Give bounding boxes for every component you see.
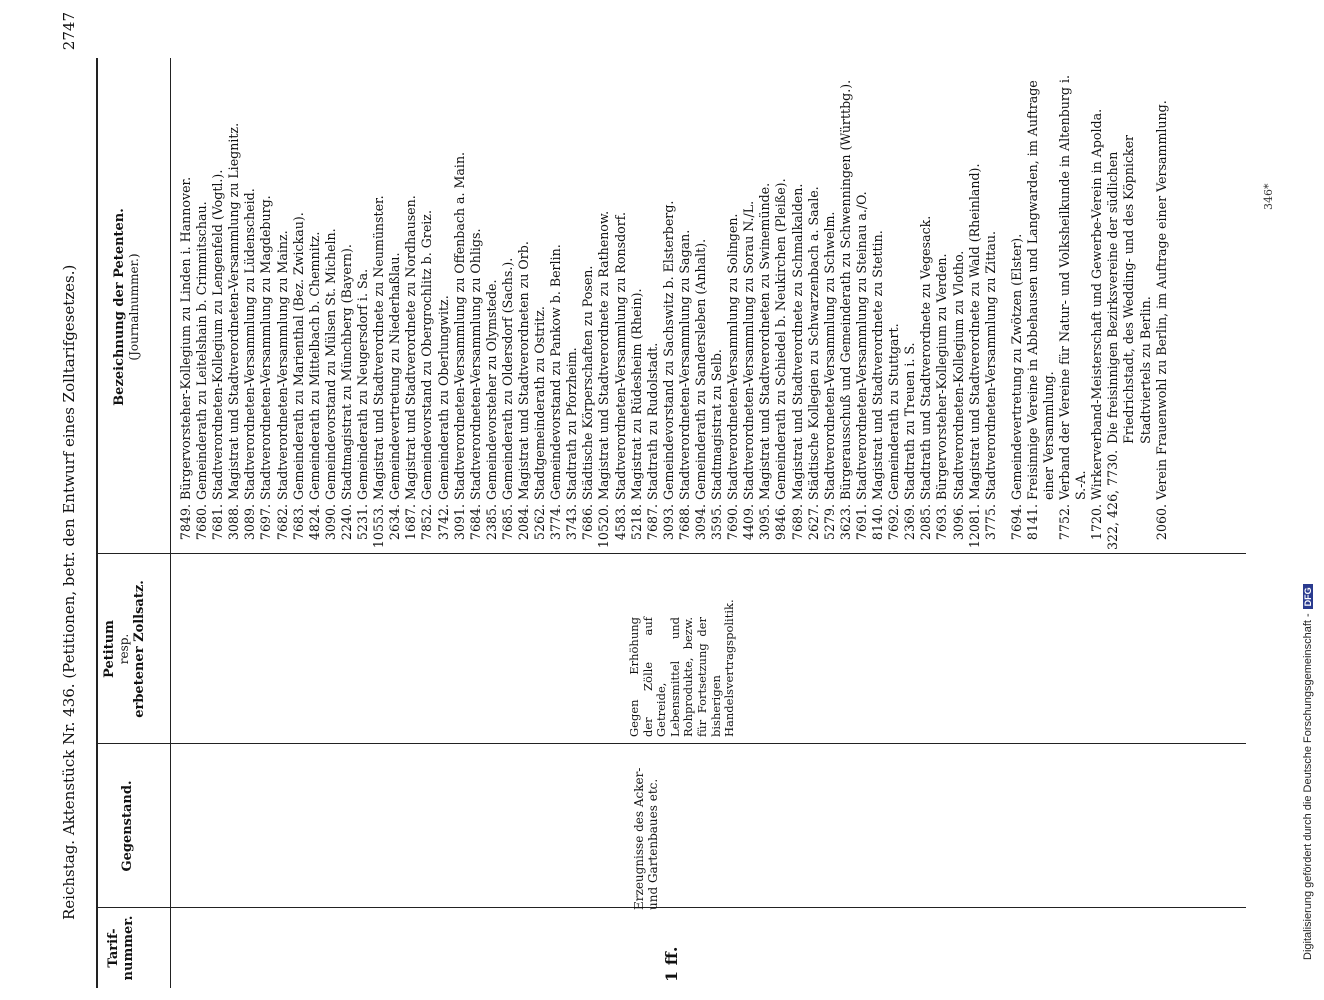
petitioner-name: Gemeindevorstand zu Obergrochlitz b. Greiz. (419, 210, 435, 500)
petitioner-entry (613, 60, 629, 550)
petitioner-name: Stadtverordneten-Versammlung zu Zittau. (982, 231, 998, 500)
petitioner-name: Gemeinderath zu Marienthal (Bez. Zwickau). (290, 212, 306, 500)
petitioner-name: Stadtverordneten-Versammlung zu Schwelm. (821, 211, 837, 500)
petitioner-name: Stadtverordneten-Versammlung zu Solingen. (725, 213, 741, 500)
petitioner-name: Verein Frauenwohl zu Berlin, im Auftrage einer Versammlung. (1153, 100, 1169, 500)
journal-number: 3096. (950, 504, 966, 541)
petitioner-name: Freisinnige Vereine in Abbehausen und Langwarden, im Auftrage einer Versammlung. (1024, 80, 1056, 500)
petitioner-entry (806, 60, 822, 550)
petitioner-name: Gemeindevorstand zu Pankow b. Berlin. (548, 244, 564, 500)
petitioner-name: Stadtrath zu Pforzheim. (564, 347, 580, 500)
petitioner-name: Stadtmagistrat zu Selb. (709, 349, 725, 500)
journal-number: 4824. (306, 504, 322, 541)
petitioner-entry (564, 60, 580, 550)
header-petitioners-sub: (Journalnummer.) (127, 253, 141, 361)
petitioner-name: Magistrat und Stadtverordnete zu Wald (Rheinland). (966, 163, 982, 500)
column-rule-3 (96, 553, 1246, 554)
petitioner-name: Verband der Vereine für Natur- und Volksheilkunde in Altenburg i. S.-A. (1057, 74, 1089, 500)
journal-number: 9846. (773, 504, 789, 541)
header-petitum-line3: erbetener Zollsatz. (132, 580, 147, 718)
petitioner-entry (822, 60, 838, 550)
journal-number: 3775. (982, 504, 998, 541)
header-subject-label: Gegenstand. (120, 780, 135, 872)
petitioner-name: Gemeinderath zu Neugersdorf i. Sa. (355, 268, 371, 500)
petitioner-name: Magistrat und Stadtverordneten-Versammlung zu Liegnitz. (226, 122, 242, 500)
journal-number: 7683. (290, 504, 306, 541)
column-rule-2 (96, 743, 1246, 744)
petitioner-entry (757, 60, 773, 550)
petitioner-entry (934, 60, 950, 550)
petitioner-entry (1057, 60, 1089, 550)
petitioner-name: Stadtverordneten-Versammlung zu Magdeburg. (258, 195, 274, 500)
header-petitum-line2: resp. (117, 633, 131, 665)
petitioner-entry (194, 60, 210, 550)
petitioner-entry (436, 60, 452, 550)
journal-number: 2627. (805, 504, 821, 541)
journal-number: 1687. (403, 504, 419, 541)
petitioner-entry (967, 60, 983, 550)
petitioner-entry (355, 60, 371, 550)
petitioner-entry (548, 60, 564, 550)
petitioner-list (178, 60, 1170, 550)
header-bottom-rule (170, 58, 171, 988)
header-petitioners-label: Bezeichnung der Petenten. (112, 208, 127, 406)
petitioner-name: Stadtverordneten-Versammlung zu Sorau N./L. (741, 200, 757, 500)
petitioner-name: Stadtgemeinderath zu Ostritz. (532, 306, 548, 500)
header-tariff (106, 910, 136, 986)
digitization-note (1302, 584, 1314, 960)
journal-number: 10553. (371, 504, 387, 549)
journal-number: 12081. (966, 504, 982, 549)
petitioner-entry (242, 60, 258, 550)
journal-number: 7681. (210, 504, 226, 541)
petitioner-entry (452, 60, 468, 550)
journal-number: 3094. (693, 504, 708, 541)
petitioner-entry (275, 60, 291, 550)
journal-number: 3091. (451, 504, 467, 541)
journal-number: 7684. (467, 504, 483, 541)
journal-number: 5218. (628, 504, 644, 541)
journal-number: 2634. (387, 504, 403, 541)
petitioner-name: Bürgerausschuß und Gemeinderath zu Schwenningen (Württbg.). (837, 79, 853, 500)
petitioner-name: Stadtverordneten-Versammlung zu Steinau a./O. (853, 191, 869, 500)
petitioner-name: Gemeinderath zu Sandersleben (Anhalt). (693, 238, 708, 500)
journal-number: 3089. (242, 504, 258, 541)
petitioner-name: Gemeinderath zu Stuttgart. (886, 323, 902, 500)
petitioner-entry (1154, 60, 1170, 550)
petitioner-name: Gemeindevertretung zu Zwötzen (Elster). (1008, 233, 1024, 500)
petitioner-entry (677, 60, 693, 550)
journal-number: 7694. (1008, 504, 1024, 541)
journal-number: 2060. (1153, 504, 1169, 541)
journal-number: 3088. (226, 504, 242, 541)
petitioner-name: Magistrat zu Rüdesheim (Rhein). (628, 288, 644, 500)
petitioner-entry (307, 60, 323, 550)
journal-number: 3595. (709, 504, 725, 541)
petitioner-entry (870, 60, 886, 550)
petitioner-entry (403, 60, 419, 550)
journal-number: 2085. (918, 504, 934, 541)
petitioner-name: Gemeindevorsteher zu Olymstede. (483, 279, 499, 500)
petitioner-name: Stadtverordneten-Versammlung zu Ronsdorf. (612, 212, 628, 500)
subject-text: Erzeugnisse des Acker- und Gartenbaues etc. (632, 767, 660, 910)
journal-number: 2369. (902, 504, 918, 541)
petitioner-entry (291, 60, 307, 550)
journal-number: 7687. (644, 504, 660, 541)
petitioner-entry (983, 60, 999, 550)
petitioner-entry (645, 60, 661, 550)
tariff-number: 1 ff. (662, 946, 681, 982)
journal-number: 3743. (564, 504, 580, 541)
petitioner-name: Stadtrath zu Rudolstadt. (644, 342, 660, 500)
petitum-text: Gegen Erhöhung der Zölle auf Getreide, Lebensmittel und Rohprodukte, bezw. für Fortsetzung der bisherigen Handelsvertragspolitik. (627, 599, 737, 737)
petitioner-name: Magistrat und Stadtverordnete zu Schmalkalden. (789, 183, 805, 500)
running-header: Reichstag. Aktenstück Nr. 436. (Petitionen, betr. den Entwurf eines Zolltarifgesetzes.) (60, 264, 78, 920)
petitioner-entry (773, 60, 789, 550)
petitioner-entry (741, 60, 757, 550)
petitioner-name: Städtische Körperschaften zu Posen. (580, 265, 596, 500)
journal-number: 7849. (178, 504, 193, 541)
journal-number: 322, 426, 7730. (1105, 449, 1121, 550)
petitioner-name: Gemeindevertretung zu Niederhaßlau. (387, 252, 403, 500)
petitioner-entry (709, 60, 725, 550)
petitioner-name: Magistrat und Stadtverordnete zu Nordhausen. (403, 195, 419, 500)
petitioner-entry (693, 60, 709, 550)
journal-number: 7693. (934, 504, 950, 541)
journal-number: 7852. (419, 504, 435, 541)
petitioner-name: Stadtrath und Stadtverordnete zu Vegesack. (918, 215, 934, 500)
journal-number: 3093. (660, 504, 676, 541)
dfg-logo: DFG (1303, 584, 1313, 609)
petitioner-entry (1009, 60, 1025, 550)
journal-number: 3742. (435, 504, 451, 541)
petitioner-name: Gemeinderath zu Mittelbach b. Chemnitz. (306, 231, 322, 500)
journal-number: 7682. (274, 504, 290, 541)
journal-number: 4583. (612, 504, 628, 541)
column-rule-1 (96, 907, 1246, 908)
petitioner-name: Magistrat und Stadtverordnete zu Neumünster. (371, 195, 387, 500)
petitioner-entry (323, 60, 339, 550)
petitioner-entry (419, 60, 435, 550)
petitioner-name: Gemeinderath zu Schiedel b. Neukirchen (Pleiße). (773, 178, 789, 500)
journal-number: 5231. (355, 504, 371, 541)
petitioner-entry (596, 60, 612, 550)
petitioner-name: Stadtverordneten-Versammlung zu Sagan. (676, 229, 692, 500)
petitioner-name: Stadtverordneten-Versammlung zu Ohligs. (467, 228, 483, 500)
journal-number: 1720. (1089, 504, 1105, 541)
petitioner-name: Stadtverordneten-Versammlung zu Offenbach a. Main. (451, 151, 467, 500)
petitioner-entry (951, 60, 967, 550)
petitioner-entry (258, 60, 274, 550)
petitioner-entry (1105, 60, 1153, 550)
journal-number: 7688. (676, 504, 692, 541)
petitioner-entry (1089, 60, 1105, 550)
journal-number: 8141. (1024, 504, 1040, 541)
journal-number: 8140. (870, 504, 886, 541)
petitioner-name: Stadtmagistrat zu Münchberg (Bayern). (338, 244, 354, 500)
petitioner-name: Städtische Kollegien zu Schwarzenbach a. Saale. (805, 186, 821, 500)
journal-number: 7692. (886, 504, 902, 541)
journal-number: 2385. (483, 504, 499, 541)
petitioner-entry (725, 60, 741, 550)
petitioner-entry (339, 60, 355, 550)
header-subject (120, 746, 135, 906)
petitioner-name: Stadtverordneten-Kollegium zu Vlotho. (950, 250, 966, 500)
petitioner-name: Gemeinderath zu Oberlungwitz. (435, 295, 451, 500)
petitioner-entry (902, 60, 918, 550)
petitioner-name: Stadtverordneten-Versammlung zu Lüdenscheid. (242, 188, 258, 500)
journal-number: 7689. (789, 504, 805, 541)
journal-number: 3090. (322, 504, 338, 541)
journal-number: 2084. (515, 504, 531, 541)
petitioner-entry (886, 60, 902, 550)
petitioner-entry (500, 60, 516, 550)
journal-number: 4409. (741, 504, 757, 541)
journal-number: 3623. (837, 504, 853, 541)
petitioner-name: Magistrat und Stadtverordneten zu Orb. (515, 241, 531, 500)
petitioner-entry (1025, 60, 1057, 550)
petitioner-name: Die freisinnigen Bezirksvereine der südlichen Friedrichstadt, des Wedding- und des Köpnicker Stadtviertels zu Berlin. (1105, 134, 1153, 444)
petitioner-name: Magistrat und Stadtverordnete zu Rathenow. (596, 210, 612, 500)
digitization-text: Digitalisierung gefördert durch die Deutsche Forschungsgemeinschaft - (1302, 613, 1314, 960)
petitioner-name: Wirkerverband-Meisterschaft und Gewerbe-Verein in Apolda. (1089, 108, 1105, 500)
header-petitum (102, 556, 147, 742)
petitioner-name: Gemeindevorstand zu Mülsen St. Micheln. (322, 228, 338, 500)
petitioner-name: Gemeinderath zu Leitelshain b. Crimmitschau. (194, 201, 210, 500)
petitioner-entry (387, 60, 403, 550)
header-tariff-label: Tarif-nummer. (106, 915, 136, 981)
petitioner-name: Bürgervorsteher-Kollegium zu Verden. (934, 253, 950, 500)
journal-number: 7752. (1057, 504, 1073, 541)
petitioner-entry (661, 60, 677, 550)
petitioner-name: Magistrat und Stadtverordneten zu Swinemünde. (757, 182, 773, 500)
petitioner-name: Magistrat und Stadtverordnete zu Stettin. (870, 230, 886, 500)
header-petitum-line1: Petitum (102, 620, 117, 678)
journal-number: 7697. (258, 504, 274, 541)
petitioner-entry (790, 60, 806, 550)
petitioner-entry (210, 60, 226, 550)
petitioner-entry (226, 60, 242, 550)
petitioner-entry (484, 60, 500, 550)
journal-number: 7686. (580, 504, 596, 541)
printer-signature: 346* (1262, 183, 1275, 210)
petitioner-entry (629, 60, 645, 550)
journal-number: 7691. (853, 504, 869, 541)
journal-number: 3095. (757, 504, 773, 541)
petitioner-entry (532, 60, 548, 550)
petitioner-entry (371, 60, 387, 550)
petitioner-entry (516, 60, 532, 550)
journal-number: 5279. (821, 504, 837, 541)
journal-number: 7680. (194, 504, 210, 541)
journal-number: 3774. (548, 504, 564, 541)
petitioner-entry (468, 60, 484, 550)
journal-number: 5262. (532, 504, 548, 541)
petitioner-name: Stadtverordneten-Kollegium zu Lengenfeld (Vogtl.). (210, 169, 226, 500)
journal-number: 7690. (725, 504, 741, 541)
petitioner-name: Gemeinderath zu Oldersdorf (Sachs.). (499, 257, 515, 500)
page-number: 2747 (60, 12, 78, 51)
petitioner-entry (838, 60, 854, 550)
table-top-rule (96, 58, 98, 988)
petitioner-name: Bürgervorsteher-Kollegium zu Linden i. Hannover. (178, 176, 193, 500)
petitioner-entry (580, 60, 596, 550)
petitioner-name: Stadtverordneten-Versammlung zu Mainz. (274, 230, 290, 500)
petitioner-entry (178, 60, 194, 550)
petitioner-entry (854, 60, 870, 550)
journal-number: 2240. (338, 504, 354, 541)
journal-number: 7685. (499, 504, 515, 541)
header-petitioners (112, 62, 142, 552)
petitioner-name: Gemeindevorstand zu Sachswitz b. Elsterberg. (660, 200, 676, 500)
petitioner-name: Stadtrath zu Treuen i. S. (902, 342, 918, 500)
petitioner-entry (918, 60, 934, 550)
journal-number: 10520. (596, 504, 612, 549)
